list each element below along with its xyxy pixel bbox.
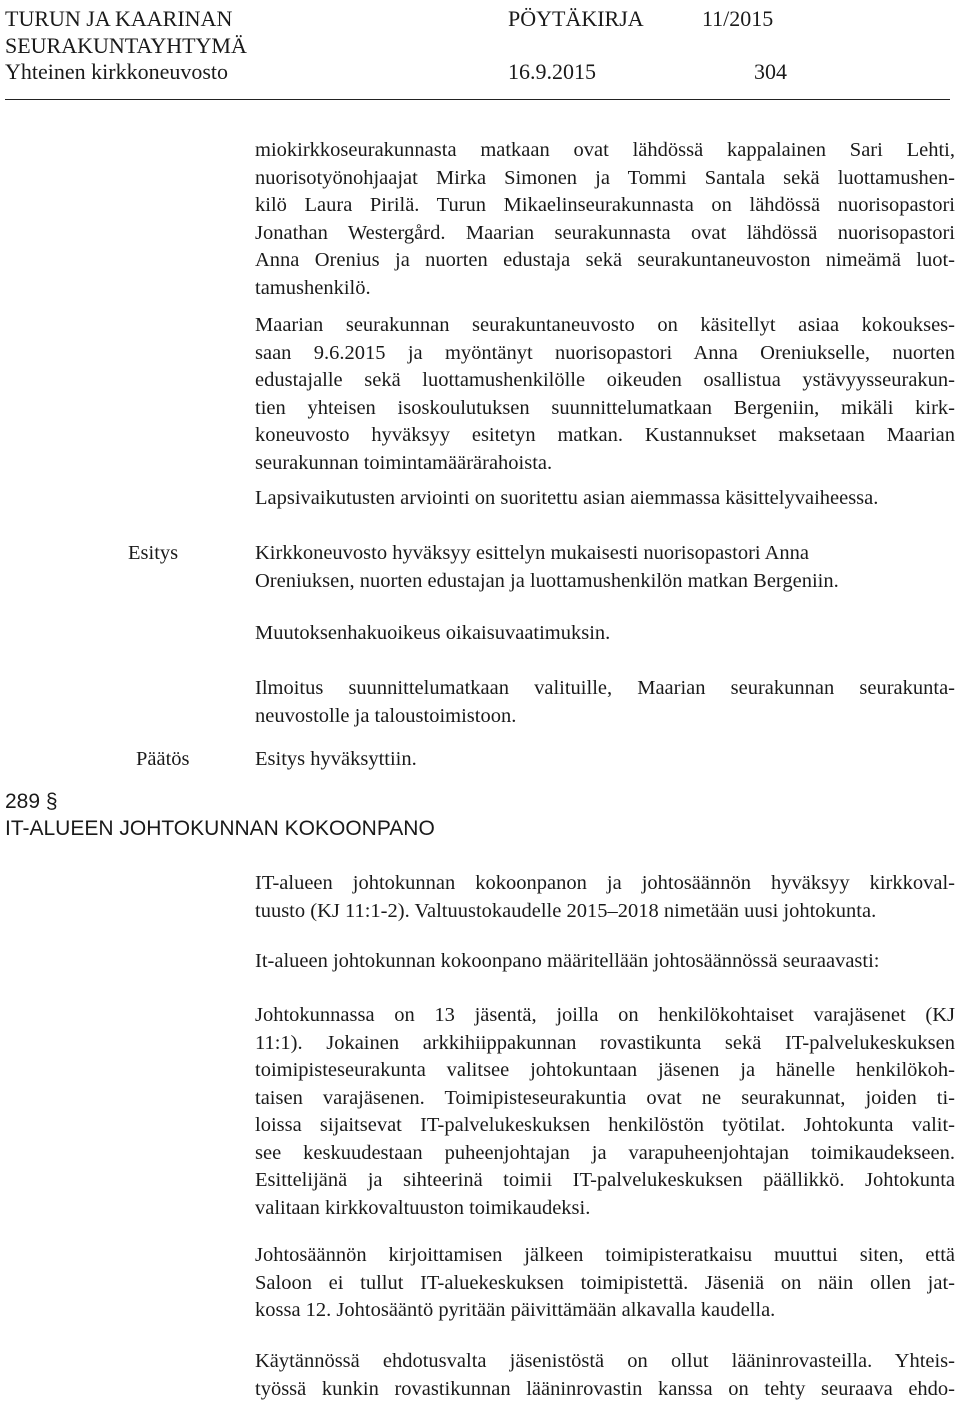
section-number: 289 § [5,790,58,814]
section-title: IT-ALUEEN JOHTOKUNNAN KOKOONPANO [5,817,435,841]
paragraph-location-change [255,1242,955,1325]
org-name-line1: TURUN JA KAARINAN [5,6,232,32]
paragraph-it-board-approval [255,870,955,925]
meeting-date: 16.9.2015 [508,59,596,85]
text-line: Ilmoitus suunnittelumatkaan valituille, Maarian seurakunnan seurakunta- [255,675,955,703]
text-line: toimipisteseurakunta valitsee johtokuntaan jäsenen ja hänelle henkilökoh- [255,1057,955,1085]
text-line: tien yhteisen isoskoulutuksen suunnittelumatkaan Bergeniin, mikäli kirk- [255,395,955,423]
header-rule [5,99,950,100]
text-line: IT-alueen johtokunnan kokoonpanon ja johtosäännön hyväksyy kirkkoval- [255,870,955,898]
document-type: PÖYTÄKIRJA [508,6,644,32]
text-line: Anna Orenius ja nuorten edustaja sekä seurakuntaneuvoston nimeämä luot- [255,247,955,275]
paragraph-nomination-practice [255,1348,955,1403]
document-number: 11/2015 [702,6,773,32]
text-line: Esittelijänä ja sihteerinä toimii IT-palvelukeskuksen päällikkö. Johtokunta [255,1167,955,1195]
esitys-text [255,540,955,595]
paragraph-travellers [255,137,955,302]
paatos-label: Päätös [136,746,190,774]
paatos-text [255,746,955,774]
text-line: Johtokunnassa on 13 jäsentä, joilla on henkilökohtaiset varajäsenet (KJ [255,1002,955,1030]
text-line: Esitys hyväksyttiin. [255,746,955,774]
text-line: valitaan kirkkovaltuuston toimikaudeksi. [255,1195,955,1223]
org-name-line2: SEURAKUNTAYHTYMÄ [5,33,247,59]
text-line: It-alueen johtokunnan kokoonpano määritellään johtosäännössä seuraavasti: [255,948,955,976]
notification-note [255,675,955,730]
paragraph-composition-intro [255,948,955,976]
text-line: miokirkkoseurakunnasta matkaan ovat lähdössä kappalainen Sari Lehti, [255,137,955,165]
text-line: Kirkkoneuvosto hyväksyy esittelyn mukaisesti nuorisopastori Anna [255,540,955,568]
paragraph-child-impact [255,485,955,513]
paragraph-maaria-decision [255,312,955,477]
text-line: Johtosäännön kirjoittamisen jälkeen toimipisteratkaisu muuttui siten, että [255,1242,955,1270]
text-line: loissa sijaitsevat IT-palvelukeskuksen henkilöstön työtilat. Johtokunta valit- [255,1112,955,1140]
text-line: Saloon ei tullut IT-aluekeskuksen toimipistettä. Jäseniä on näin ollen jat- [255,1270,955,1298]
text-line: koneuvosto hyväksyy esitetyn matkan. Kustannukset maksetaan Maarian [255,422,955,450]
text-line: seurakunnan toimintamäärärahoista. [255,450,955,478]
text-line: nuorisotyönohjaajat Mirka Simonen ja Tommi Santala sekä luottamushen- [255,165,955,193]
text-line: Käytännössä ehdotusvalta jäsenistöstä on ollut lääninrovasteilla. Yhteis- [255,1348,955,1376]
text-line: kilö Laura Pirilä. Turun Mikaelinseurakunnasta on lähdössä nuorisopastori [255,192,955,220]
text-line: kossa 12. Johtosääntö pyritään päivittämään alkavalla kaudella. [255,1297,955,1325]
paragraph-composition-rules [255,1002,955,1222]
text-line: saan 9.6.2015 ja myöntänyt nuorisopastori Anna Oreniukselle, nuorten [255,340,955,368]
text-line: Lapsivaikutusten arviointi on suoritettu asian aiemmassa käsittelyvaiheessa. [255,485,955,513]
page-number: 304 [754,59,787,85]
text-line: neuvostolle ja taloustoimistoon. [255,703,955,731]
text-line: see keskuudestaan puheenjohtajan ja varapuheenjohtajan toimikaudekseen. [255,1140,955,1168]
text-line: työssä kunkin rovastikunnan lääninrovastin kanssa on tehty seuraava ehdo- [255,1376,955,1403]
text-line: tuusto (KJ 11:1-2). Valtuustokaudelle 2015–2018 nimetään uusi johtokunta. [255,898,955,926]
text-line: taisen varajäsenen. Toimipisteseurakuntia ovat ne seurakunnat, joiden ti- [255,1085,955,1113]
text-line: edustajalle sekä luottamushenkilölle oikeuden osallistua ystävyysseurakun- [255,367,955,395]
text-line: tamushenkilö. [255,275,955,303]
text-line: Oreniuksen, nuorten edustajan ja luottamushenkilön matkan Bergeniin. [255,568,955,596]
appeal-note [255,620,955,648]
text-line: Jonathan Westergård. Maarian seurakunnasta ovat lähdössä nuorisopastori [255,220,955,248]
text-line: Muutoksenhakuoikeus oikaisuvaatimuksin. [255,620,955,648]
text-line: 11:1). Jokainen arkkihiippakunnan rovastikunta sekä IT-palvelukeskuksen [255,1030,955,1058]
esitys-label: Esitys [128,540,178,568]
org-body-name: Yhteinen kirkkoneuvosto [5,59,228,85]
text-line: Maarian seurakunnan seurakuntaneuvosto on käsitellyt asiaa kokoukses- [255,312,955,340]
